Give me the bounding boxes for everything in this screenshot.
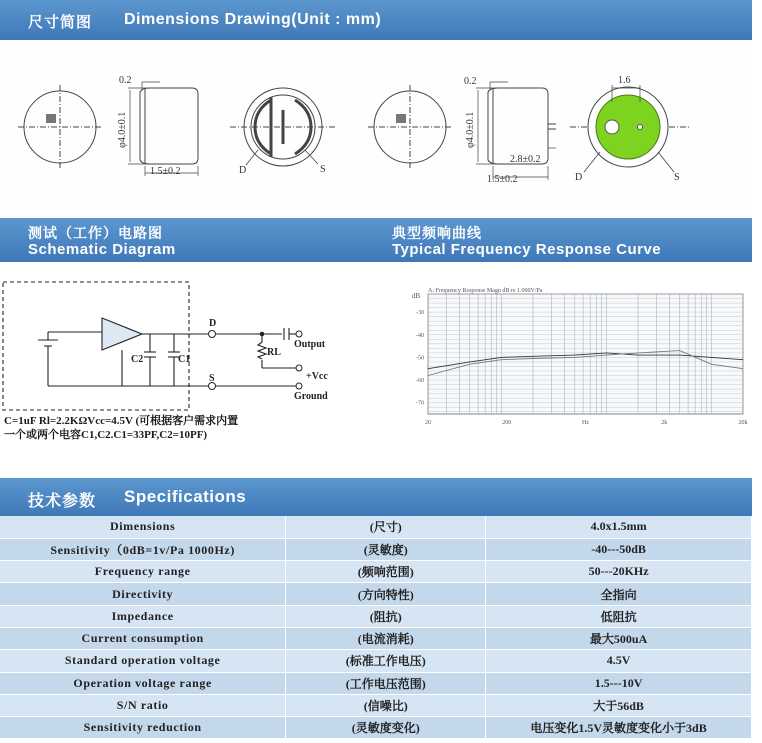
y-tick-label: -30 bbox=[416, 310, 424, 317]
spec-name-en: Directivity bbox=[0, 583, 286, 605]
spec-name-cn: (电流消耗) bbox=[286, 627, 486, 649]
spec-name-en: Sensitivity（0dB=1v/Pa 1000Hz) bbox=[0, 538, 286, 560]
dim-diameter-label-2: φ4.0±0.1 bbox=[465, 111, 476, 148]
spec-name-en: Standard operation voltage bbox=[0, 650, 286, 672]
chart-title: A: Frequency Response Magn dB re 1.000V/Pa bbox=[428, 288, 543, 294]
spec-name-en: Dimensions bbox=[0, 516, 286, 538]
pin-s-label-2: S bbox=[674, 172, 680, 183]
table-row bbox=[0, 650, 752, 672]
spec-name-en: Frequency range bbox=[0, 561, 286, 583]
specifications-header bbox=[0, 478, 752, 516]
dimensions-title-en: Dimensions Drawing(Unit : mm) bbox=[124, 11, 382, 28]
spec-value: 低阻抗 bbox=[486, 605, 752, 627]
caption-line-2: 一个或两个电容C1,C2.C1=33PF,C2=10PF) bbox=[4, 429, 208, 441]
terminal-output bbox=[296, 331, 302, 337]
label-vcc: +Vcc bbox=[306, 371, 328, 382]
schematic-title-en: Schematic Diagram bbox=[28, 241, 176, 258]
chart-ylabel: dB bbox=[412, 292, 421, 300]
microphone-boundary bbox=[3, 282, 189, 410]
x-tick-label: Hz bbox=[582, 420, 589, 426]
spec-value: -40---50dB bbox=[486, 538, 752, 560]
spec-name-cn: (频响范围) bbox=[286, 561, 486, 583]
x-tick-label: 20 bbox=[425, 420, 431, 426]
label-output: Output bbox=[294, 339, 326, 350]
label-d: D bbox=[209, 318, 217, 329]
spec-name-en: Impedance bbox=[0, 605, 286, 627]
y-tick-label: -50 bbox=[416, 355, 424, 362]
spec-name-cn: (尺寸) bbox=[286, 516, 486, 538]
dimensions-header bbox=[0, 0, 752, 40]
spec-value: 全指向 bbox=[486, 583, 752, 605]
spec-name-cn: (灵敏度变化) bbox=[286, 717, 486, 739]
dim-lead-length-label: 2.8±0.2 bbox=[510, 154, 541, 165]
amplifier-symbol bbox=[102, 318, 142, 350]
table-row bbox=[0, 605, 752, 627]
label-ground: Ground bbox=[294, 391, 328, 402]
caption-line-1: C=1uF Rl=2.2KΩVcc=4.5V (可根据客户需求内置 bbox=[4, 415, 239, 427]
spec-value: 最大500uA bbox=[486, 627, 752, 649]
specifications-table bbox=[0, 516, 752, 739]
dim-height-label: 1.5±0.2 bbox=[150, 166, 181, 177]
pin-d-pad bbox=[605, 120, 619, 134]
label-rl: RL bbox=[267, 347, 281, 358]
side-view-body-1 bbox=[140, 88, 198, 164]
pin-s-label-1: S bbox=[320, 164, 326, 175]
specs-title-en: Specifications bbox=[124, 487, 247, 506]
terminal-vcc bbox=[296, 365, 302, 371]
side-view-body-2 bbox=[488, 88, 548, 164]
table-row bbox=[0, 583, 752, 605]
dimensions-title-cn: 尺寸简图 bbox=[28, 14, 93, 31]
table-row bbox=[0, 538, 752, 560]
spec-value: 4.5V bbox=[486, 650, 752, 672]
dim-pin-pitch-label: 1.6 bbox=[618, 75, 631, 86]
table-row bbox=[0, 561, 752, 583]
dim-height-label-2: 1.5±0.2 bbox=[487, 174, 518, 185]
spec-value: 电压变化1.5V灵敏度变化小于3dB bbox=[486, 717, 752, 739]
spec-name-cn: (信噪比) bbox=[286, 694, 486, 716]
table-row bbox=[0, 516, 752, 538]
schematic-caption bbox=[4, 414, 294, 442]
spec-name-cn: (灵敏度) bbox=[286, 538, 486, 560]
schematic-chart-area bbox=[0, 262, 752, 478]
dim-thickness-label: 0.2 bbox=[119, 75, 132, 86]
dim-thickness-label-2: 0.2 bbox=[464, 76, 477, 87]
spec-value: 大于56dB bbox=[486, 694, 752, 716]
table-row bbox=[0, 672, 752, 694]
x-tick-label: 2k bbox=[661, 420, 668, 426]
load-resistor bbox=[258, 342, 266, 359]
spec-name-en: Sensitivity reduction bbox=[0, 717, 286, 739]
chart-y-ticks bbox=[416, 310, 424, 407]
spec-name-cn: (标准工作电压) bbox=[286, 650, 486, 672]
pin-s-pad bbox=[638, 125, 643, 130]
spec-value: 1.5---10V bbox=[486, 672, 752, 694]
chart-x-ticks bbox=[425, 420, 748, 426]
terminal-ground bbox=[296, 383, 302, 389]
y-tick-label: -60 bbox=[416, 378, 424, 385]
specs-title-cn: 技术参数 bbox=[28, 493, 97, 510]
terminal-d bbox=[209, 331, 216, 338]
spec-name-en: Operation voltage range bbox=[0, 672, 286, 694]
dimensions-drawing bbox=[0, 40, 752, 218]
label-c1: C1 bbox=[178, 354, 191, 365]
x-tick-label: 20k bbox=[738, 420, 748, 426]
spec-name-cn: (方向特性) bbox=[286, 583, 486, 605]
pin-d-label-1: D bbox=[239, 165, 247, 176]
spec-value: 4.0x1.5mm bbox=[486, 516, 752, 538]
dim-diameter-label: φ4.0±0.1 bbox=[117, 111, 128, 148]
frequency-response-chart bbox=[390, 286, 750, 436]
spec-name-en: Current consumption bbox=[0, 627, 286, 649]
dimensions-drawing-area bbox=[0, 40, 752, 218]
y-tick-label: -70 bbox=[416, 400, 424, 407]
schematic-frequency-header bbox=[0, 218, 752, 262]
pin-d-label-2: D bbox=[575, 172, 583, 183]
spec-name-en: S/N ratio bbox=[0, 694, 286, 716]
spec-value: 50---20KHz bbox=[486, 561, 752, 583]
frequency-title-cn: 典型频响曲线 bbox=[392, 225, 482, 241]
table-row bbox=[0, 627, 752, 649]
spec-name-cn: (阻抗) bbox=[286, 605, 486, 627]
y-tick-label: -40 bbox=[416, 332, 424, 339]
table-row bbox=[0, 694, 752, 716]
schematic-title-cn: 测试（工作）电路图 bbox=[28, 225, 163, 241]
table-row bbox=[0, 717, 752, 739]
frequency-title-en: Typical Frequency Response Curve bbox=[392, 241, 662, 258]
x-tick-label: 200 bbox=[502, 420, 512, 426]
label-c2: C2 bbox=[131, 354, 144, 365]
spec-name-cn: (工作电压范围) bbox=[286, 672, 486, 694]
label-s: S bbox=[209, 373, 215, 384]
